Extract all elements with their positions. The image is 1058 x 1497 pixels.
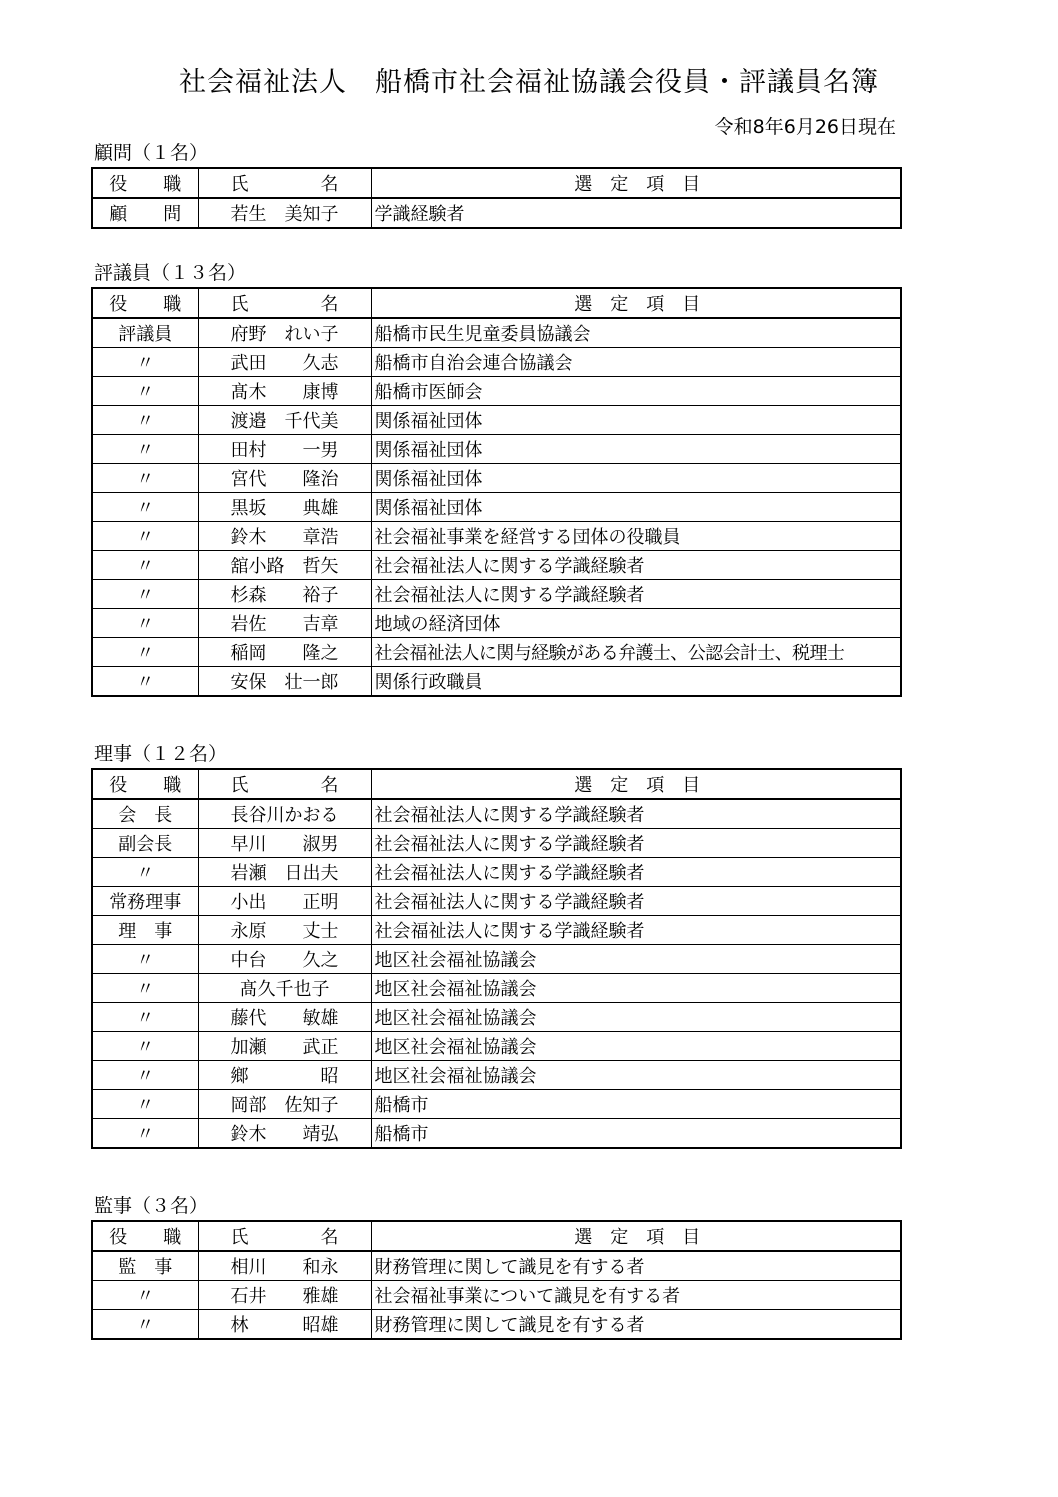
table-row (92, 1119, 901, 1149)
header-name: 氏 名 (198, 1221, 371, 1251)
criteria-cell: 社会福祉法人に関する学識経験者 (371, 916, 901, 945)
table-row (92, 464, 901, 493)
name-cell: 髙久千也子 (198, 974, 371, 1003)
advisors-section (91, 139, 900, 229)
criteria-cell: 地区社会福祉協議会 (371, 1003, 901, 1032)
councilors-table (91, 287, 902, 697)
name-cell: 永原 丈士 (198, 916, 371, 945)
role-cell: 会 長 (92, 799, 198, 829)
table-row (92, 406, 901, 435)
name-cell: 長谷川かおる (198, 799, 371, 829)
criteria-cell: 地区社会福祉協議会 (371, 945, 901, 974)
name-cell: 相川 和永 (198, 1251, 371, 1281)
role-cell: 〃 (92, 974, 198, 1003)
header-criteria: 選 定 項 目 (371, 769, 901, 799)
table-header-row (92, 288, 901, 318)
name-cell: 鈴木 靖弘 (198, 1119, 371, 1149)
role-cell: 〃 (92, 1310, 198, 1340)
section-title: 顧問（１名） (94, 142, 209, 164)
criteria-cell: 社会福祉事業を経営する団体の役職員 (371, 522, 901, 551)
table-row (92, 522, 901, 551)
table-row (92, 1032, 901, 1061)
table-row (92, 638, 901, 667)
role-cell: 監 事 (92, 1251, 198, 1281)
criteria-cell: 財務管理に関して識見を有する者 (371, 1251, 901, 1281)
name-cell: 若生 美知子 (198, 198, 371, 228)
role-cell: 〃 (92, 609, 198, 638)
name-cell: 田村 一男 (198, 435, 371, 464)
name-cell: 岩瀬 日出夫 (198, 858, 371, 887)
header-criteria: 選 定 項 目 (371, 1221, 901, 1251)
name-cell: 黒坂 典雄 (198, 493, 371, 522)
role-cell: 〃 (92, 1003, 198, 1032)
role-cell: 副会長 (92, 829, 198, 858)
name-cell: 舘小路 哲矢 (198, 551, 371, 580)
role-cell: 〃 (92, 1119, 198, 1149)
name-cell: 加瀬 武正 (198, 1032, 371, 1061)
header-name: 氏 名 (198, 769, 371, 799)
table-header-row (92, 1221, 901, 1251)
criteria-cell: 社会福祉法人に関する学識経験者 (371, 829, 901, 858)
directors-table (91, 768, 902, 1149)
table-row (92, 829, 901, 858)
name-cell: 宮代 隆治 (198, 464, 371, 493)
criteria-cell: 船橋市 (371, 1090, 901, 1119)
header-name: 氏 名 (198, 168, 371, 198)
header-role: 役 職 (92, 288, 198, 318)
criteria-cell: 船橋市自治会連合協議会 (371, 348, 901, 377)
role-cell: 〃 (92, 406, 198, 435)
role-cell: 〃 (92, 522, 198, 551)
header-name: 氏 名 (198, 288, 371, 318)
header-role: 役 職 (92, 769, 198, 799)
table-row (92, 1281, 901, 1310)
auditors-table (91, 1220, 902, 1340)
councilors-section (91, 259, 900, 697)
table-row (92, 348, 901, 377)
header-role: 役 職 (92, 168, 198, 198)
criteria-cell: 関係福祉団体 (371, 493, 901, 522)
role-cell: 〃 (92, 348, 198, 377)
role-cell: 〃 (92, 493, 198, 522)
section-title: 理事（１２名） (94, 743, 228, 765)
table-row (92, 435, 901, 464)
table-row (92, 1003, 901, 1032)
table-row (92, 945, 901, 974)
name-cell: 武田 久志 (198, 348, 371, 377)
header-role: 役 職 (92, 1221, 198, 1251)
role-cell: 顧 問 (92, 198, 198, 228)
directors-section (91, 740, 900, 1149)
table-row (92, 916, 901, 945)
criteria-cell: 社会福祉事業について識見を有する者 (371, 1281, 901, 1310)
role-cell: 〃 (92, 1090, 198, 1119)
role-cell: 〃 (92, 464, 198, 493)
table-row (92, 318, 901, 348)
table-row (92, 377, 901, 406)
role-cell: 常務理事 (92, 887, 198, 916)
section-title: 評議員（１３名） (94, 262, 247, 284)
table-row (92, 1310, 901, 1340)
name-cell: 渡邉 千代美 (198, 406, 371, 435)
table-row (92, 551, 901, 580)
role-cell: 〃 (92, 945, 198, 974)
table-header-row (92, 168, 901, 198)
section-title: 監事（３名） (94, 1195, 209, 1217)
criteria-cell: 社会福祉法人に関する学識経験者 (371, 887, 901, 916)
table-row (92, 974, 901, 1003)
name-cell: 小出 正明 (198, 887, 371, 916)
table-row (92, 799, 901, 829)
criteria-cell: 社会福祉法人に関する学識経験者 (371, 858, 901, 887)
name-cell: 鄉 昭 (198, 1061, 371, 1090)
role-cell: 〃 (92, 435, 198, 464)
criteria-cell: 財務管理に関して識見を有する者 (371, 1310, 901, 1340)
name-cell: 髙木 康博 (198, 377, 371, 406)
role-cell: 〃 (92, 667, 198, 697)
criteria-cell: 地区社会福祉協議会 (371, 1061, 901, 1090)
table-row (92, 1090, 901, 1119)
role-cell: 〃 (92, 580, 198, 609)
advisors-table (91, 167, 902, 229)
role-cell: 評議員 (92, 318, 198, 348)
name-cell: 稲岡 隆之 (198, 638, 371, 667)
name-cell: 安保 壮一郎 (198, 667, 371, 697)
name-cell: 早川 淑男 (198, 829, 371, 858)
criteria-cell: 船橋市民生児童委員協議会 (371, 318, 901, 348)
name-cell: 中台 久之 (198, 945, 371, 974)
role-cell: 〃 (92, 638, 198, 667)
table-row (92, 667, 901, 697)
role-cell: 理 事 (92, 916, 198, 945)
criteria-cell: 地区社会福祉協議会 (371, 1032, 901, 1061)
role-cell: 〃 (92, 1032, 198, 1061)
table-row (92, 858, 901, 887)
criteria-cell: 社会福祉法人に関与経験がある弁護士、公認会計士、税理士 (371, 638, 901, 667)
role-cell: 〃 (92, 858, 198, 887)
criteria-cell: 地区社会福祉協議会 (371, 974, 901, 1003)
criteria-cell: 関係福祉団体 (371, 406, 901, 435)
criteria-cell: 社会福祉法人に関する学識経験者 (371, 580, 901, 609)
name-cell: 藤代 敏雄 (198, 1003, 371, 1032)
role-cell: 〃 (92, 551, 198, 580)
name-cell: 林 昭雄 (198, 1310, 371, 1340)
table-row (92, 1061, 901, 1090)
table-row (92, 887, 901, 916)
auditors-section (91, 1192, 900, 1340)
table-row (92, 1251, 901, 1281)
criteria-cell: 社会福祉法人に関する学識経験者 (371, 551, 901, 580)
criteria-cell: 社会福祉法人に関する学識経験者 (371, 799, 901, 829)
name-cell: 杉森 裕子 (198, 580, 371, 609)
header-criteria: 選 定 項 目 (371, 288, 901, 318)
criteria-cell: 関係行政職員 (371, 667, 901, 697)
table-row (92, 580, 901, 609)
table-header-row (92, 769, 901, 799)
header-criteria: 選 定 項 目 (371, 168, 901, 198)
criteria-cell: 船橋市医師会 (371, 377, 901, 406)
name-cell: 岡部 佐知子 (198, 1090, 371, 1119)
criteria-cell: 地域の経済団体 (371, 609, 901, 638)
criteria-cell: 関係福祉団体 (371, 435, 901, 464)
page-title: 社会福祉法人 船橋市社会福祉協議会役員・評議員名簿 (179, 67, 879, 98)
role-cell: 〃 (92, 1281, 198, 1310)
table-row (92, 493, 901, 522)
criteria-cell: 船橋市 (371, 1119, 901, 1149)
criteria-cell: 学識経験者 (371, 198, 901, 228)
name-cell: 岩佐 吉章 (198, 609, 371, 638)
role-cell: 〃 (92, 1061, 198, 1090)
criteria-cell: 関係福祉団体 (371, 464, 901, 493)
name-cell: 鈴木 章浩 (198, 522, 371, 551)
name-cell: 府野 れい子 (198, 318, 371, 348)
table-row (92, 198, 901, 228)
name-cell: 石井 雅雄 (198, 1281, 371, 1310)
as-of-date: 令和8年6月26日現在 (714, 116, 896, 138)
role-cell: 〃 (92, 377, 198, 406)
table-row (92, 609, 901, 638)
